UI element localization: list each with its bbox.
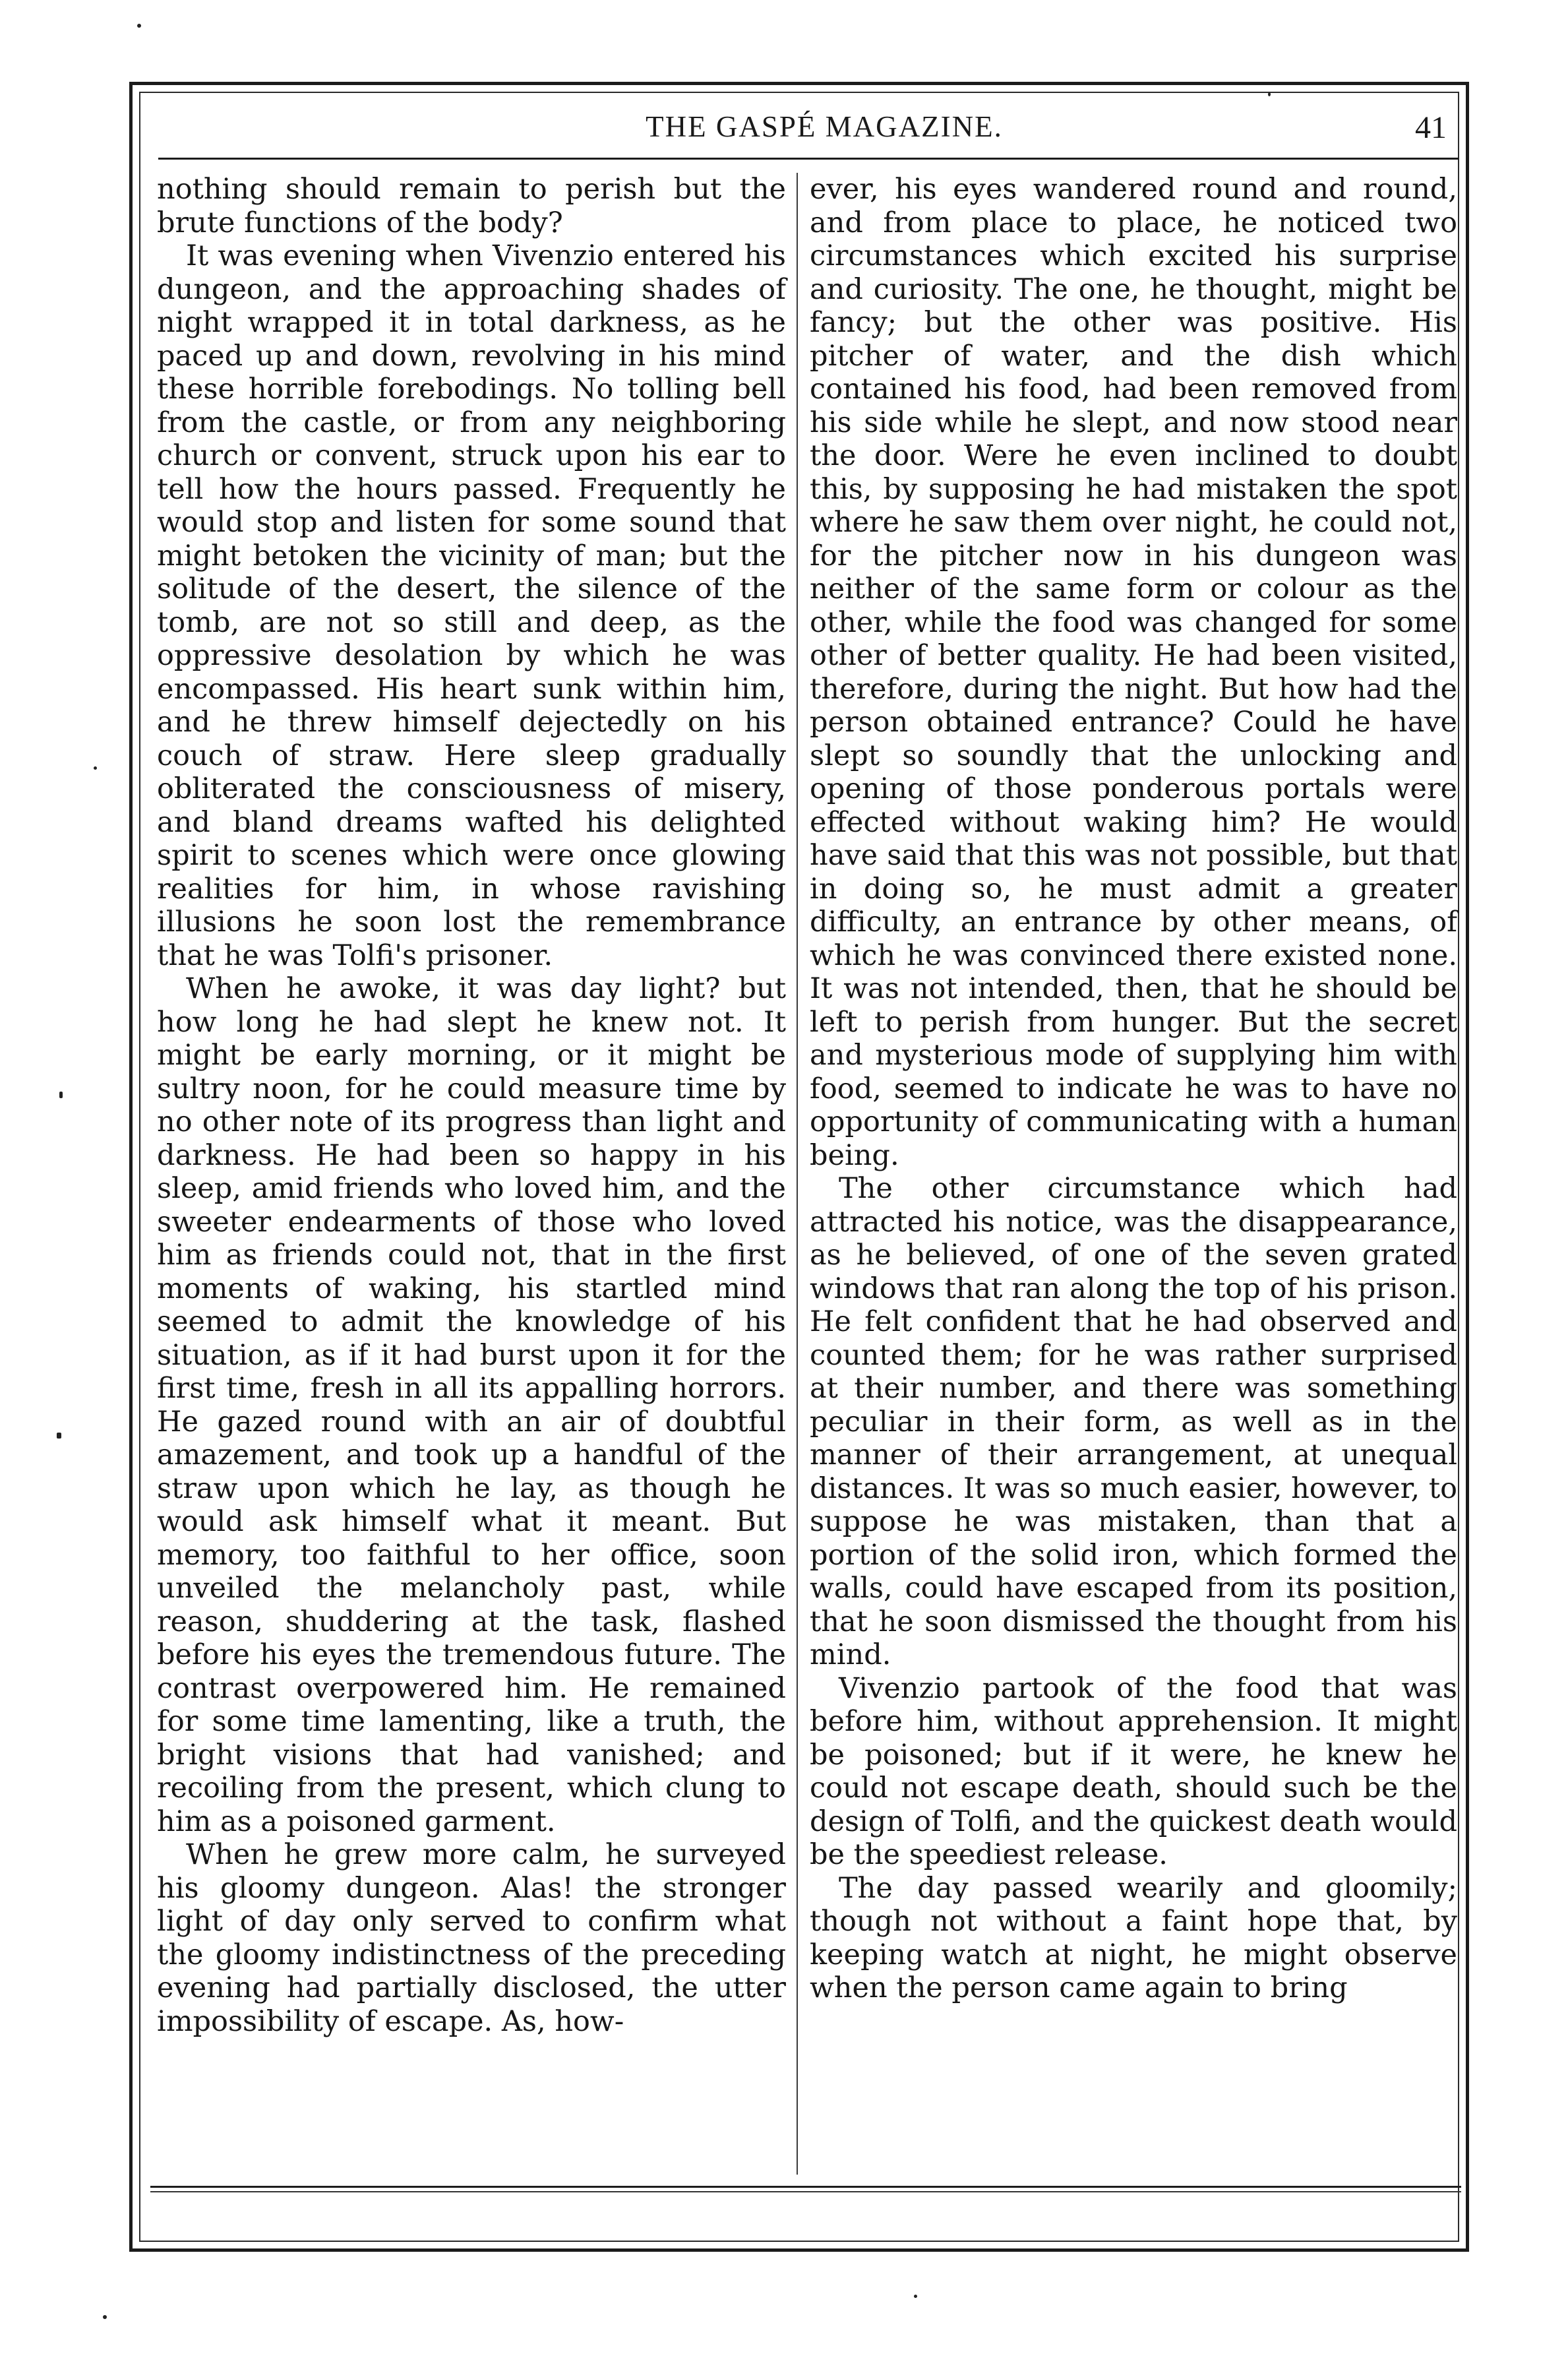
ink-speck (914, 2295, 917, 2298)
ink-speck (103, 2315, 107, 2319)
paragraph: Vivenzio partook of the food that was before him, without apprehension. It might be poisoned; but if it were, he knew he could not escape death, should such be the design of Tolfi, and the quickest death would be the speediest release. (810, 1671, 1457, 1871)
paragraph: When he grew more calm, he surveyed his gloomy dungeon. Alas! the stronger light of day only served to confirm what the gloomy indistinctness of the preceding evening had partially disclosed, the utter impossibility of escape. As, how- (157, 1838, 786, 2038)
paragraph: It was evening when Vivenzio entered his dungeon, and the approaching shades of night wrapped it in total darkness, as he paced up and down, revolving in his mind these horrible forebodings. No tolling bell from the castle, or from any neighboring church or convent, struck upon his ear to tell how the hours passed. Frequently he would stop and listen for some sound that might betoken the vicinity of man; but the solitude of the desert, the silence of the tomb, are not so still and deep, as the oppressive desolation by which he was encompassed. His heart sunk within him, and he threw himself dejectedly on his couch of straw. Here sleep gradually obliterated the consciousness of misery, and bland dreams wafted his delighted spirit to scenes which were once glowing realities for him, in whose ravishing illusions he soon lost the remembrance that he was Tolfi's prisoner. (157, 239, 786, 972)
ink-speck (137, 24, 141, 28)
footer-rule (150, 2186, 1461, 2192)
ink-speck (59, 1092, 63, 1098)
running-title: THE GASPÉ MAGAZINE. (646, 110, 1003, 143)
running-header (158, 96, 1459, 160)
left-column (157, 173, 786, 2175)
ink-speck (57, 1433, 61, 1439)
paragraph: The other circumstance which had attracted his notice, was the disappearance, as he believed, of one of the seven grated windows that ran along the top of his prison. He felt confident that he had observed and counted them; for he was rather surprised at their number, and there was something peculiar in their form, as well as in the manner of their arrangement, at unequal distances. It was so much easier, however, to suppose he was mistaken, than that a portion of the solid iron, which formed the walls, could have escaped from its position, that he soon dismissed the thought from his mind. (810, 1172, 1457, 1671)
paragraph: ever, his eyes wandered round and round, and from place to place, he noticed two circumstances which excited his surprise and curiosity. The one, he thought, might be fancy; but the other was positive. His pitcher of water, and the dish which contained his food, had been removed from his side while he slept, and now stood near the door. Were he even inclined to doubt this, by supposing he had mistaken the spot where he saw them over night, he could not, for the pitcher now in his dungeon was neither of the same form or colour as the other, while the food was changed for some other of better quality. He had been visited, therefore, during the night. But how had the person obtained entrance? Could he have slept so soundly that the unlocking and opening of those ponderous portals were effected without waking him? He would have said that this was not possible, but that in doing so, he must admit a greater difficulty, an entrance by other means, of which he was convinced there existed none. It was not intended, then, that he should be left to perish from hunger. But the secret and mysterious mode of supplying him with food, seemed to indicate he was to have no opportunity of communicating with a human being. (810, 173, 1457, 1172)
page-number: 41 (1415, 110, 1447, 145)
ink-speck (94, 766, 97, 770)
paragraph: The day passed wearily and gloomily; though not without a faint hope that, by keeping watch at night, he might observe when the person came again to bring (810, 1871, 1457, 2004)
paragraph: nothing should remain to perish but the brute functions of the body? (157, 173, 786, 239)
column-divider (797, 173, 798, 2175)
paragraph: When he awoke, it was day light? but how long he had slept he knew not. It might be early morning, or it might be sultry noon, for he could measure time by no other note of its progress than light and darkness. He had been so happy in his sleep, amid friends who loved him, and the sweeter endearments of those who loved him as friends could not, that in the first moments of waking, his startled mind seemed to admit the knowledge of his situation, as if it had burst upon it for the first time, fresh in all its appalling horrors. He gazed round with an air of doubtful amazement, and took up a handful of the straw upon which he lay, as though he would ask himself what it meant. But memory, too faithful to her office, soon unveiled the melancholy past, while reason, shuddering at the task, flashed before his eyes the tremendous future. The contrast overpowered him. He remained for some time lamenting, like a truth, the bright visions that had vanished; and recoiling from the present, which clung to him as a poisoned garment. (157, 972, 786, 1838)
ink-speck (1268, 92, 1271, 96)
right-column (810, 173, 1457, 2175)
